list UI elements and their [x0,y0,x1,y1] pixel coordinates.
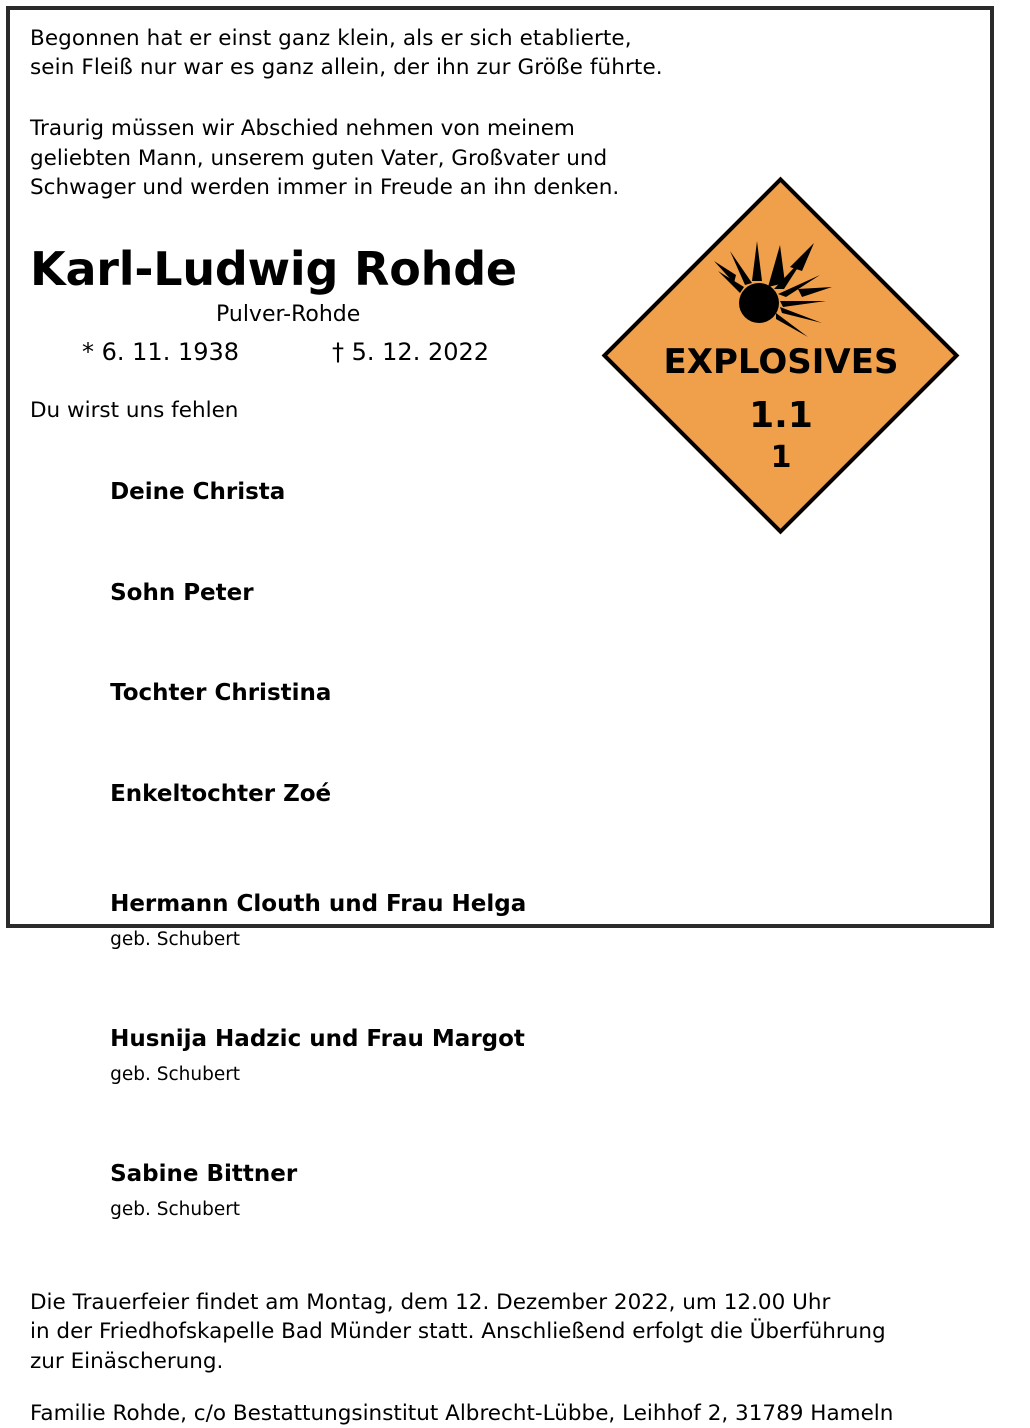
list-item [30,744,970,845]
verse-line: Begonnen hat er einst ganz klein, als er sich etablierte, [30,26,632,51]
family-member-name: Enkeltochter Zoé [110,780,332,807]
farewell-line: Schwager und werden immer in Freude an ihn denken. [30,175,620,200]
family-member-name: Hermann Clouth und Frau Helga [110,891,527,917]
placard-class-number: 1 [769,439,791,474]
ceremony-line: in der Friedhofskapelle Bad Münder statt. Anschließend erfolgt die Überführung [30,1319,886,1344]
contact-line: Familie Rohde, c/o Bestattungsinstitut Albrecht-Lübbe, Leihhof 2, 31789 Hameln [30,1401,894,1426]
farewell-line: geliebten Mann, unserem guten Vater, Großvater und [30,145,608,171]
deceased-nickname: Pulver-Rohde [216,301,361,327]
placard-inner [658,233,903,478]
family-member-name: Sohn Peter [110,579,254,606]
family-list [30,443,970,1260]
family-member-name: Sabine Bittner [110,1161,298,1187]
missing-line: Du wirst uns fehlen [30,397,239,423]
placard-label: EXPLOSIVES [662,341,898,381]
verse-line: sein Fleiß nur war es ganz allein, der ihn zur Größe führte. [30,55,663,80]
list-item [30,990,970,1125]
farewell-line: Traurig müssen wir Abschied nehmen von meinem [30,116,575,141]
family-member-name: Husnija Hadzic und Frau Margot [110,1026,525,1052]
family-group-extended [30,855,970,1260]
family-member-suffix: geb. Schubert [110,928,241,950]
list-item [30,543,970,644]
deceased-name: Karl-Ludwig Rohde [30,241,517,296]
death-date: † 5. 12. 2022 [332,337,490,366]
ceremony-line: zur Einäscherung. [30,1348,224,1374]
exploding-bomb-icon [655,230,905,480]
list-item [30,855,970,990]
family-member-name: Tochter Christina [110,680,332,706]
family-member-suffix: geb. Schubert [110,1063,241,1085]
placard-diamond [601,176,959,534]
hazard-placard [600,175,960,535]
ceremony-details [30,1288,970,1377]
birth-date: * 6. 11. 1938 [82,337,240,366]
family-member-name: Deine Christa [110,479,286,505]
placard-division: 1.1 [748,394,812,435]
verse-block [30,24,970,82]
list-item [30,1125,970,1260]
family-member-suffix: geb. Schubert [110,1198,241,1220]
ceremony-line: Die Trauerfeier findet am Montag, dem 12. Dezember 2022, um 12.00 Uhr [30,1289,831,1315]
list-item [30,644,970,745]
